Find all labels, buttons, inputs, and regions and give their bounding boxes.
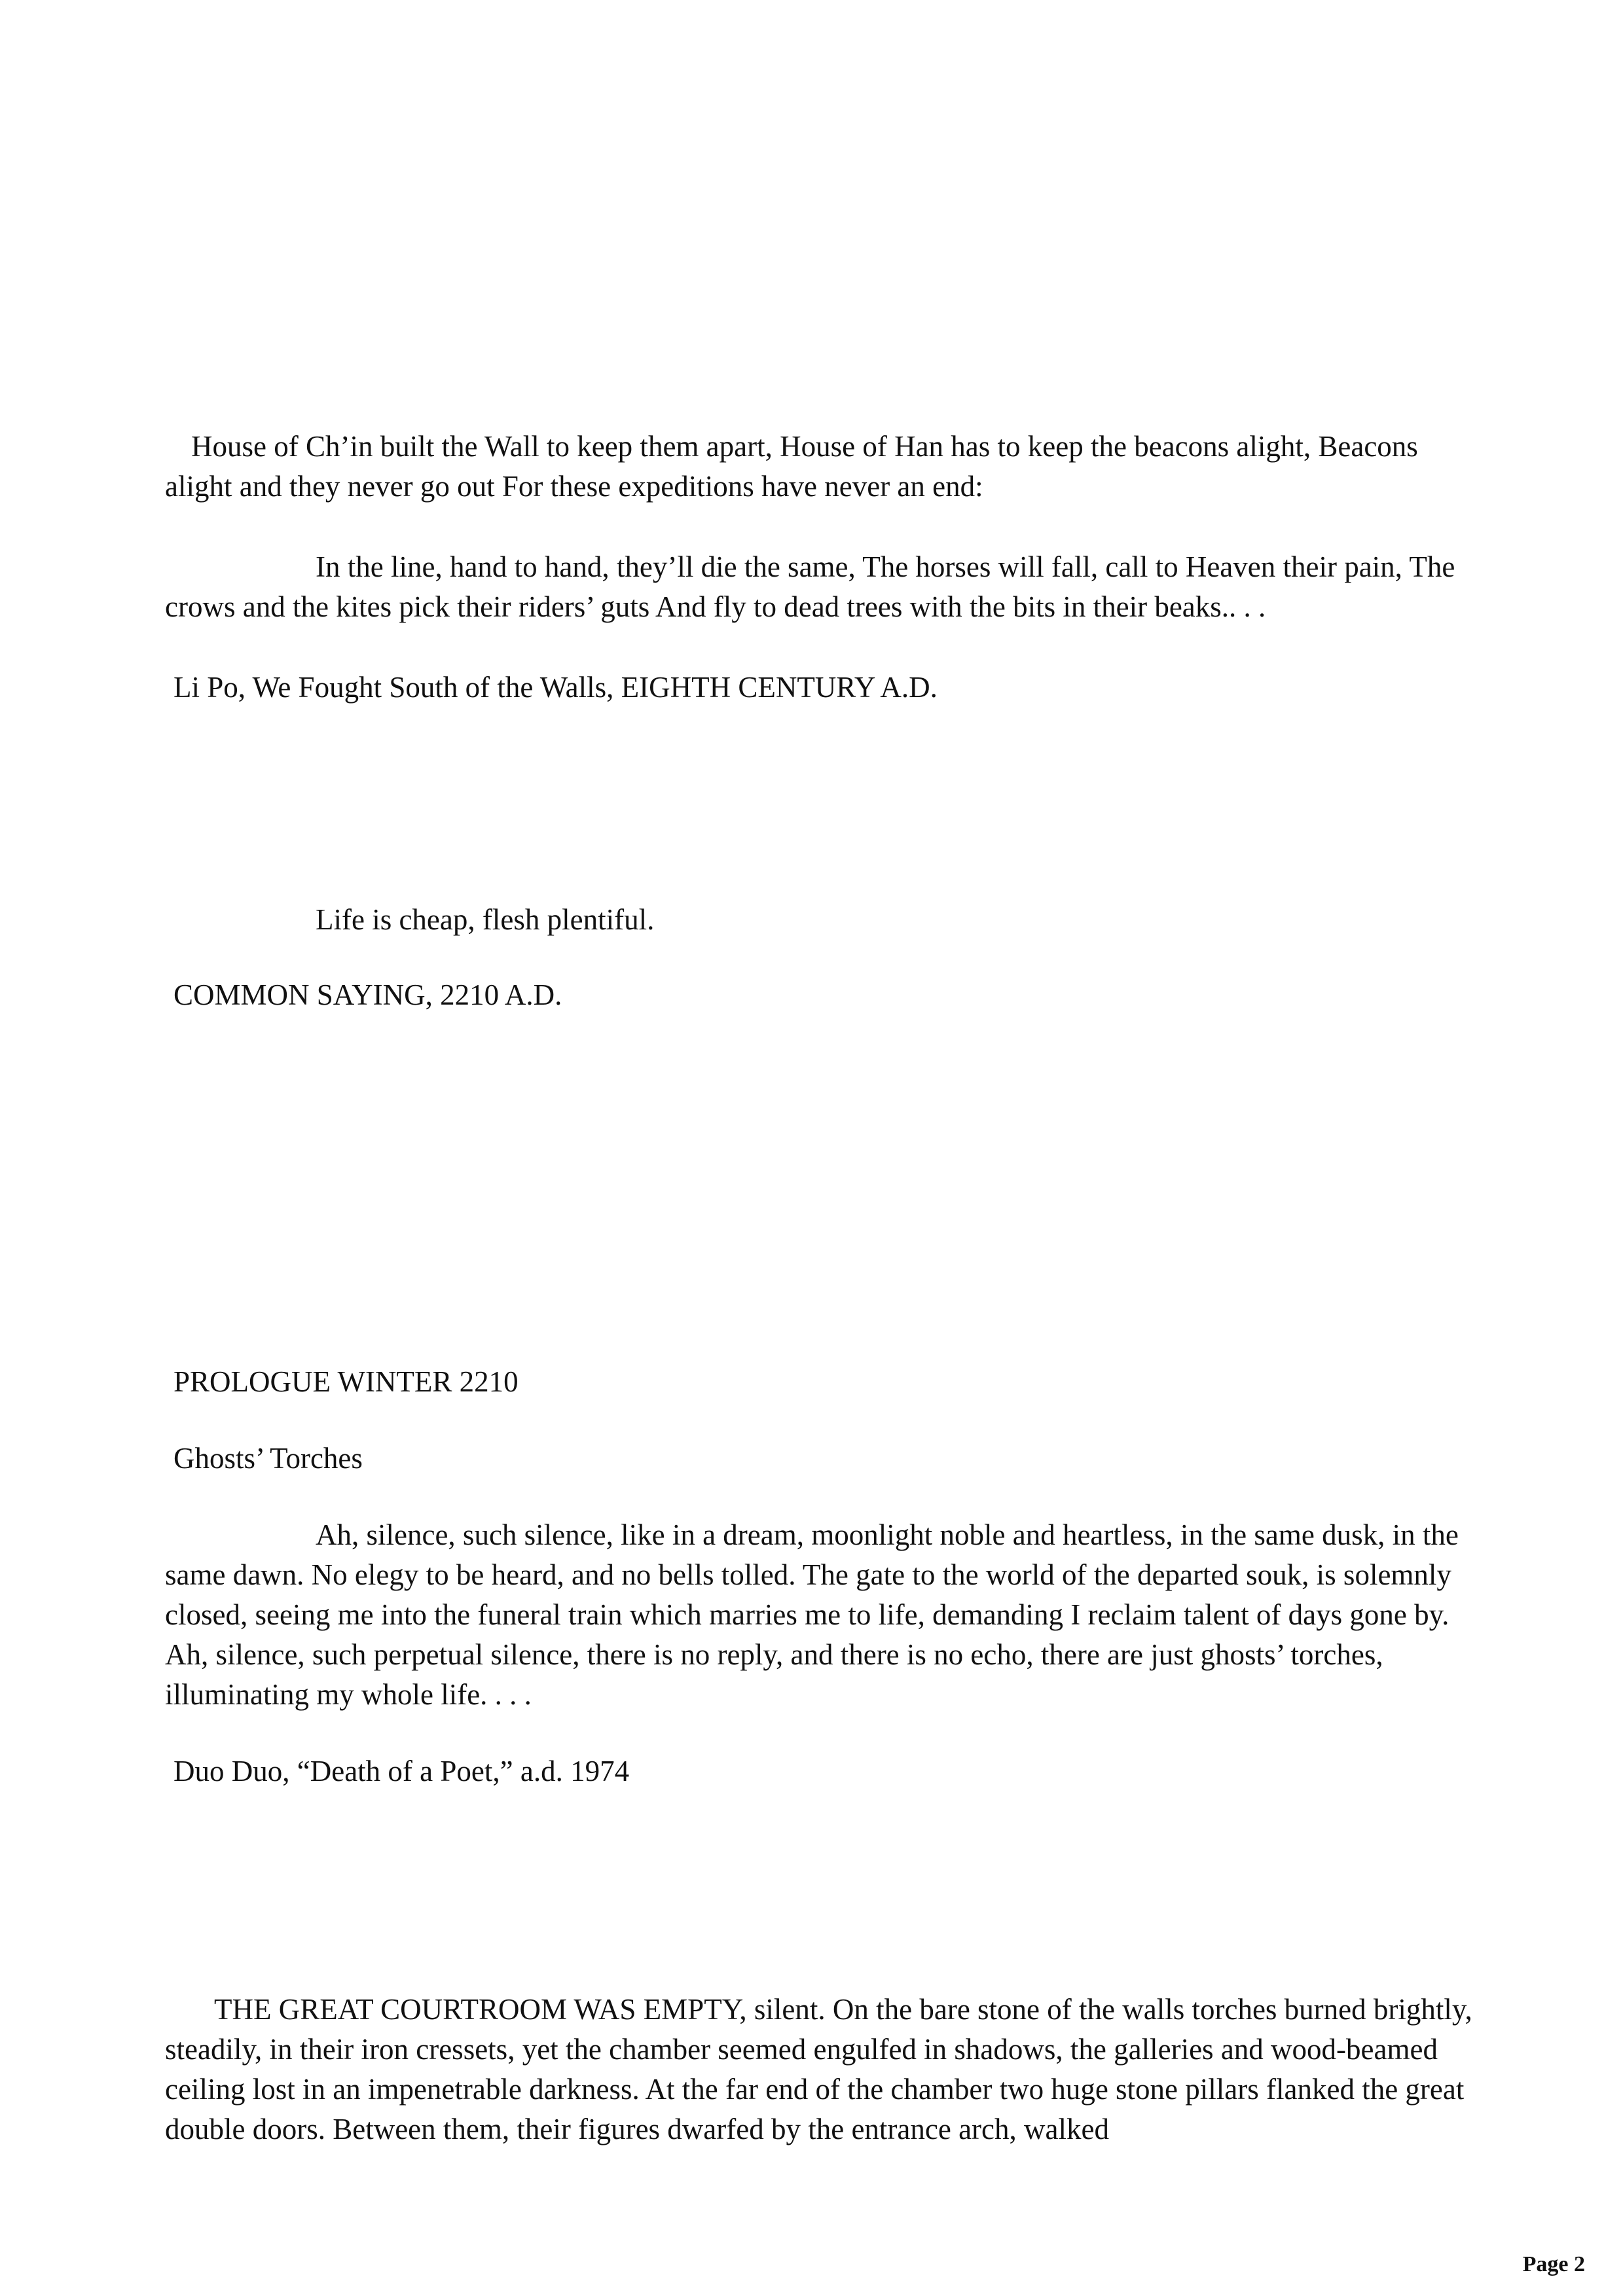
page-number: Page 2 bbox=[1522, 2252, 1585, 2276]
epigraph-li-po-stanza-1: House of Ch’in built the Wall to keep them apart, House of Han has to keep the beacons alight, Beacons alight and they never go out For these expeditions have never an end: bbox=[165, 430, 1418, 503]
epigraph-common-saying-attribution: COMMON SAYING, 2210 A.D. bbox=[173, 978, 562, 1011]
prologue-subheading: Ghosts’ Torches bbox=[173, 1442, 363, 1475]
epigraph-duo-duo-text: Ah, silence, such silence, like in a dream, moonlight noble and heartless, in the same dusk, in the same dawn. No elegy to be heard, and no bells tolled. The gate to the world of the departed souk, is solemnly closed, seeing me into the funeral train which marries me to life, demanding I reclaim talent of days gone by. Ah, silence, such perpetual silence, there is no reply, and there is no echo, there are just ghosts’ torches, illuminating my whole life. . . . bbox=[165, 1518, 1459, 1711]
body-paragraph: THE GREAT COURTROOM WAS EMPTY, silent. On the bare stone of the walls torches burned brightly, steadily, in their iron cressets, yet the chamber seemed engulfed in shadows, the galleries and wood-beamed ceiling lost in an impenetrable darkness. At the far end of the chamber two huge stone pillars flanked the great double doors. Between them, their figures dwarfed by the entrance arch, walked bbox=[165, 1993, 1472, 2145]
epigraph-duo-duo-attribution: Duo Duo, “Death of a Poet,” a.d. 1974 bbox=[173, 1755, 630, 1787]
prologue-heading: PROLOGUE WINTER 2210 bbox=[173, 1365, 519, 1398]
epigraph-common-saying: Life is cheap, flesh plentiful. bbox=[316, 903, 655, 936]
epigraph-li-po-stanza-2: In the line, hand to hand, they’ll die the same, The horses will fall, call to Heaven their pain, The crows and the kites pick their riders’ guts And fly to dead trees with the bits in their beaks.. . . bbox=[165, 550, 1455, 623]
epigraph-li-po-attribution: Li Po, We Fought South of the Walls, EIGHTH CENTURY A.D. bbox=[173, 671, 938, 704]
